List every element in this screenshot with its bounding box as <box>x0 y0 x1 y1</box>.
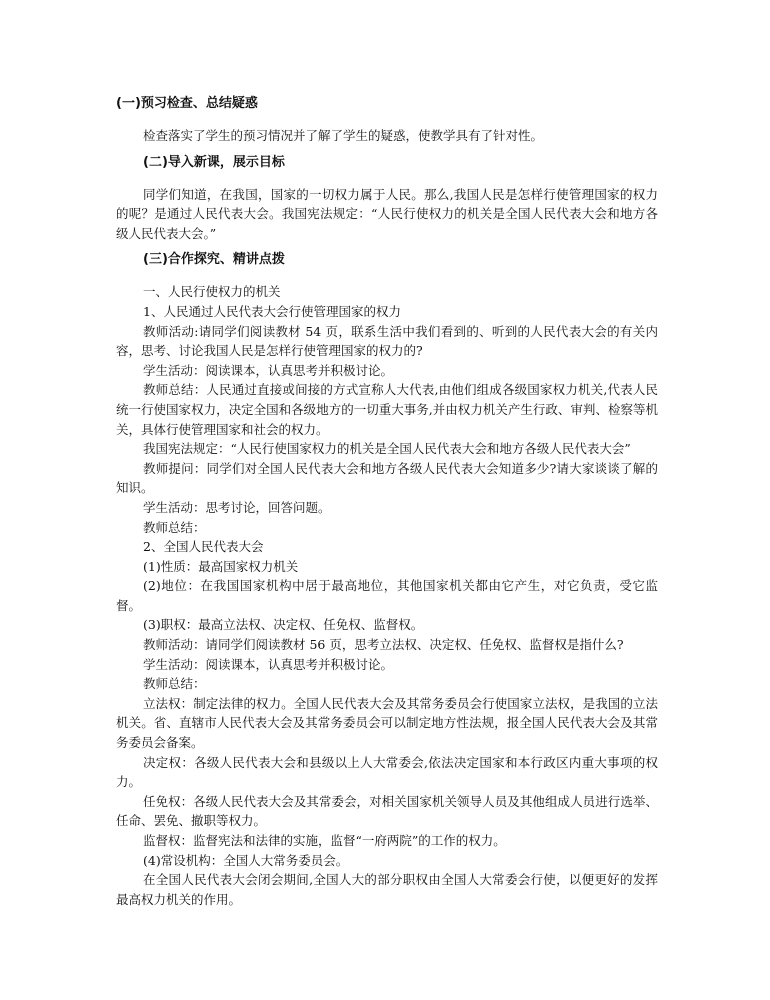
paragraph: 一、人民行使权力的机关 <box>143 284 281 300</box>
paragraph: (4)常设机构：全国人大常务委员会。 <box>143 852 349 868</box>
paragraph: 决定权：各级人民代表大会和县级以上人大常委会,依法决定国家和本行政区内重大事项的权力。 <box>116 754 658 790</box>
paragraph: 教师总结：人民通过直接或间接的方式宣称人大代表,由他们组成各级国家权力机关,代表人民统一行使国家权力，决定全国和各级地方的一切重大事务,并由权力机关产生行政、审判、检察等机关，具体行使管理国家和社会的权力。 <box>116 382 658 437</box>
paragraph: 1、人民通过人民代表大会行使管理国家的权力 <box>143 303 401 319</box>
paragraph: 2、全国人民代表大会 <box>143 539 264 555</box>
paragraph: 教师活动:请同学们阅读教材 54 页，联系生活中我们看到的、听到的人民代表大会的有关内容，思考、讨论我国人民是怎样行使管理国家的权力的? <box>116 323 658 359</box>
paragraph: 教师总结： <box>143 676 206 692</box>
paragraph: 在全国人民代表大会闭会期间,全国人大的部分职权由全国人大常委会行使，以便更好的发挥最高权力机关的作用。 <box>116 872 658 907</box>
section-heading: (二)导入新课，展示目标 <box>143 154 285 170</box>
spacer <box>116 146 658 153</box>
spacer <box>116 114 658 126</box>
paragraph: 教师总结： <box>143 519 206 535</box>
paragraph: 学生活动：阅读课本，认真思考并积极讨论。 <box>143 656 394 672</box>
paragraph: 学生活动：阅读课本，认真思考并积极讨论。 <box>143 362 394 378</box>
paragraph: 同学们知道，在我国，国家的一切权力属于人民。那么,我国人民是怎样行使管理国家的权力的呢？是通过人民代表大会。我国宪法规定：“人民行使权力的机关是全国人民代表大会和地方各级人民代表大会。” <box>116 186 658 241</box>
paragraph: 我国宪法规定：“人民行使国家权力的机关是全国人民代表大会和地方各级人民代表大会” <box>143 441 631 457</box>
section-heading: (一)预习检查、总结疑惑 <box>116 96 258 111</box>
paragraph: (2)地位：在我国国家机构中居于最高地位，其他国家机关都由它产生，对它负责，受它监督。 <box>116 578 658 613</box>
paragraph: (1)性质：最高国家权力机关 <box>143 558 299 574</box>
spacer <box>116 243 658 250</box>
paragraph: 检查落实了学生的预习情况并了解了学生的疑惑，使教学具有了针对性。 <box>143 128 544 143</box>
paragraph: 教师活动：请同学们阅读教材 56 页，思考立法权、决定权、任免权、监督权是指什么? <box>143 637 624 653</box>
document-page <box>116 94 658 909</box>
spacer <box>116 173 658 185</box>
paragraph: 立法权：制定法律的权力。全国人民代表大会及其常务委员会行使国家立法权，是我国的立法机关。省、直辖市人民代表大会及其常务委员会可以制定地方性法规，报全国人民代表大会及其常务委员会备案。 <box>116 695 658 751</box>
paragraph: 任免权：各级人民代表大会及其常委会，对相关国家机关领导人员及其他组成人员进行选举、任命、罢免、撤职等权力。 <box>116 793 658 829</box>
paragraph: 学生活动：思考讨论，回答问题。 <box>143 499 331 515</box>
paragraph: (3)职权：最高立法权、决定权、任免权、监督权。 <box>143 617 424 633</box>
section-heading: (三)合作探究、精讲点拨 <box>143 252 285 268</box>
spacer <box>116 270 658 282</box>
paragraph: 教师提问：同学们对全国人民代表大会和地方各级人民代表大会知道多少?请大家谈谈了解的知识。 <box>116 460 658 496</box>
paragraph: 监督权：监督宪法和法律的实施，监督“一府两院”的工作的权力。 <box>143 833 506 848</box>
